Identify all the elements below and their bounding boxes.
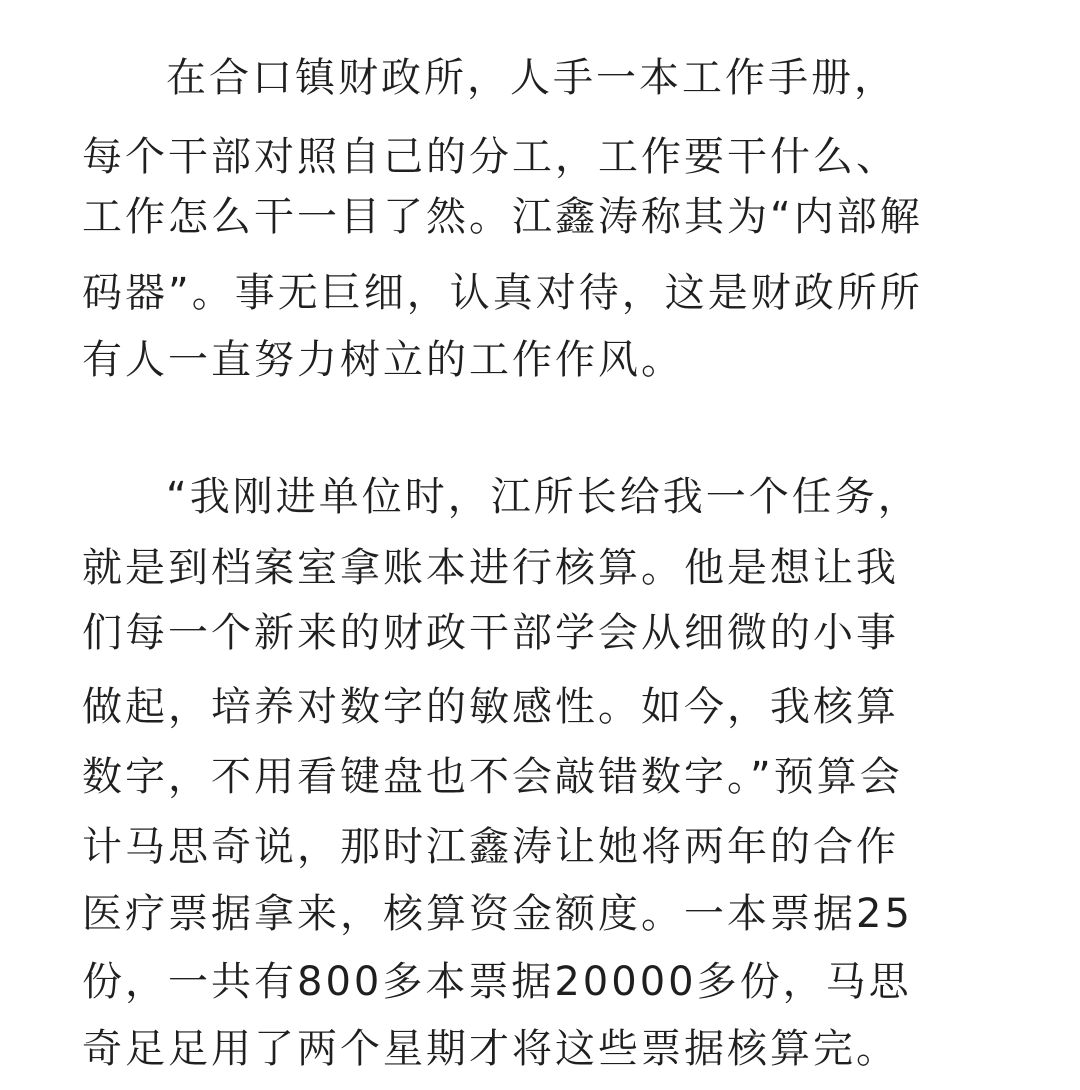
paragraph-1-line-5: 有人一直努力树立的工作作风。 [82,337,684,383]
paragraph-2-line-7: 医疗票据拿来，核算资金额度。一本票据25 [82,891,913,937]
paragraph-2-line-1: “我刚进单位时，江所长给我一个任务， [166,474,921,520]
paragraph-2-line-8: 份，一共有800多本票据20000多份，马思 [82,959,912,1005]
paragraph-1-line-3: 工作怎么干一目了然。江鑫涛称其为“内部解 [82,194,923,240]
paragraph-2-line-3: 们每一个新来的财政干部学会从细微的小事 [82,610,899,656]
paragraph-2-line-6: 计马思奇说，那时江鑫涛让她将两年的合作 [82,824,899,870]
paragraph-1-line-2: 每个干部对照自己的分工，工作要干什么、 [82,134,899,180]
paragraph-2-line-4: 做起，培养对数字的敏感性。如今，我核算 [82,684,899,730]
paragraph-2-line-2: 就是到档案室拿账本进行核算。他是想让我 [82,545,899,591]
paragraph-2-line-5: 数字，不用看键盘也不会敲错数字。”预算会 [82,754,903,800]
paragraph-1-line-4: 码器”。事无巨细，认真对待，这是财政所所 [82,270,923,316]
paragraph-2-line-9: 奇足足用了两个星期才将这些票据核算完。 [82,1026,899,1072]
paragraph-1-line-1: 在合口镇财政所，人手一本工作手册， [166,55,897,101]
